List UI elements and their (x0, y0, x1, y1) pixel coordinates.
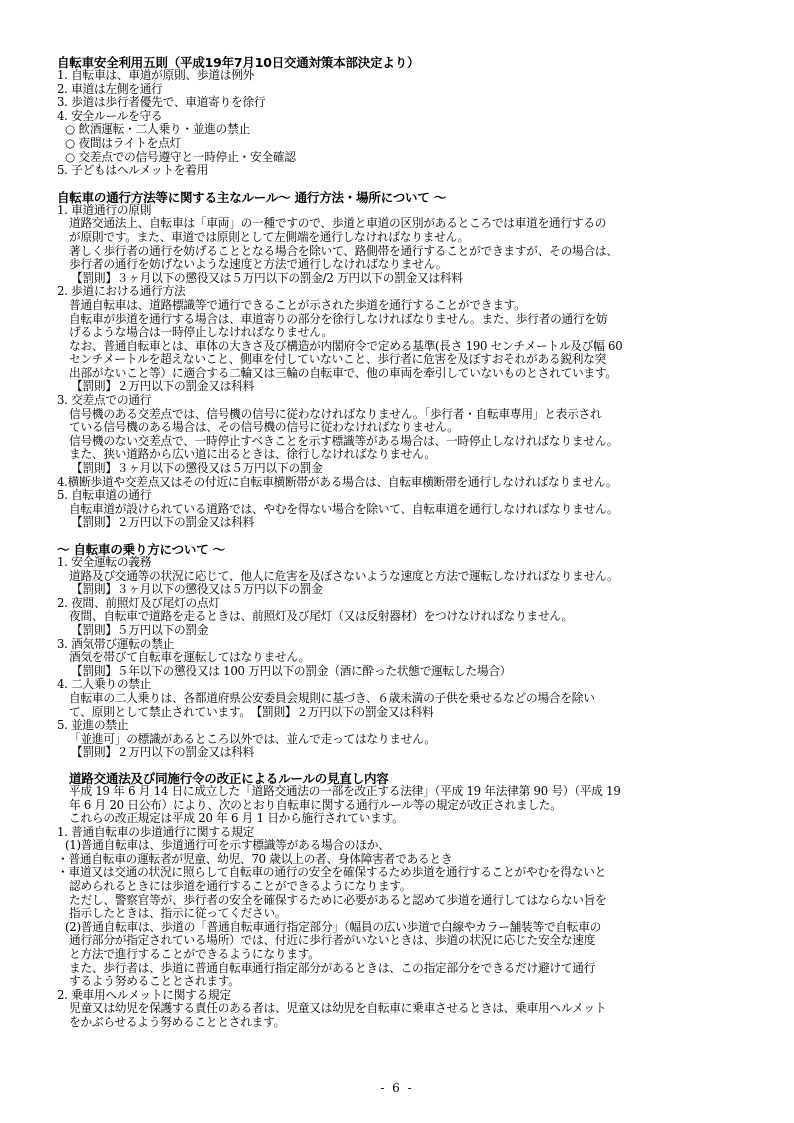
body-line: 夜間、自転車で道路を走るときは、前照灯及び尾灯（又は反射器材）をつけなければなりません。 (69, 609, 573, 624)
body-line: 自転車の二人乗りは、各都道府県公安委員会規則に基づき、６歳未満の子供を乗せるなどの場合を除い (69, 690, 595, 705)
body-line: ている信号機のある場合は、その信号機の信号に従わなければなりません。 (69, 420, 459, 435)
body-line: するよう努めることとされます。 (69, 974, 240, 989)
body-line: (1)普通自転車は、歩道通行可を示す標識等がある場合のほか、 (65, 838, 390, 853)
body-line: 信号機のない交差点で、一時停止すべきことを示す標識等がある場合は、一時停止しなければなりません。 (69, 433, 619, 448)
rule-line: 2. 車道は左側を通行 (57, 81, 163, 96)
item-heading: 3. 酒気帯び運転の禁止 (57, 636, 175, 651)
body-line: 認められるときには歩道を通行することができるようになります。 (69, 879, 412, 894)
penalty-line: 【罰則】３ヶ月以下の懲役又は５万円以下の罰金 (71, 461, 323, 476)
penalty-line: 【罰則】５万円以下の罰金 (71, 622, 209, 637)
body-line: 指示したときは、指示に従ってください。 (69, 906, 287, 921)
body-line: 平成 19 年 6 月 14 日に成立した「道路交通法の一部を改正する法律」（平成 19 年法律第 90 号）（平成 19 (69, 783, 621, 798)
rule-line: 3. 歩道は歩行者優先で、車道寄りを徐行 (57, 95, 266, 110)
body-line: これらの改正規定は平成 20 年 6 月 1 日から施行されています。 (69, 811, 404, 826)
item-heading: 1. 普通自転車の歩道通行に関する規定 (57, 824, 255, 839)
body-line: センチメートルを超えないこと、側車を付していないこと、歩行者に危害を及ぼすおそれがある鋭利な突 (69, 352, 607, 367)
body-line: と方法で進行することができるようになります。 (69, 947, 320, 962)
rule-line: 1. 自転車は、車道が原則、歩道は例外 (57, 68, 255, 82)
body-line: 道路交通法上、自転車は「車両」の一種ですので、歩道と車道の区別があるところでは車道を通行するの (69, 216, 607, 231)
section-title-riding: ～ 自転車の乗り方について ～ (57, 542, 225, 557)
penalty-line: 【罰則】２万円以下の罰金又は科料 (71, 745, 255, 760)
item-heading: 4.横断歩道や交差点又はその付近に自転車横断帯がある場合は、自転車横断帯を通行しなければなりません。 (57, 474, 618, 489)
item-heading: 2. 乗車用ヘルメットに関する規定 (57, 987, 231, 1002)
item-heading: 4. 二人乗りの禁止 (57, 677, 152, 692)
body-line: また、歩行者は、歩道に普通自転車通行指定部分があるときは、この指定部分をできるだけ避けて通行 (69, 960, 596, 975)
body-line: (2)普通自転車は、歩道の「普通自転車通行指定部分」（幅員の広い歩道で白線やカラー舗装等で自転車の (65, 919, 602, 934)
item-heading: 3. 交差点での通行 (57, 393, 152, 408)
body-line: なお、普通自転車とは、車体の大きさ及び構造が内閣府令で定める基準(長さ 190 センチメートル及び幅 60 (69, 338, 623, 353)
bullet-line: ・普通自転車の運転者が児童、幼児、70 歳以上の者、身体障害者であるとき (57, 851, 453, 866)
page-number: - 6 - (380, 1081, 414, 1095)
body-line: 「並進可」の標識があるところ以外では、並んで走ってはなりません。 (69, 731, 436, 746)
body-line: 著しく歩行者の通行を妨げることとなる場合を除いて、路側帯を通行することができますが、その場合は、 (69, 243, 618, 258)
section-title-traffic-rules: 自転車の通行方法等に関する主なルール～ 通行方法・場所について ～ (57, 189, 447, 205)
rule-line: 4. 安全ルールを守る (57, 108, 163, 123)
item-heading: 2. 歩道における通行方法 (57, 284, 186, 299)
item-heading: 5. 並進の禁止 (57, 718, 129, 733)
penalty-line: 【罰則】３ヶ月以下の懲役又は５万円以下の罰金/2 万円以下の罰金又は科料 (71, 270, 463, 285)
penalty-line: 【罰則】５年以下の懲役又は 100 万円以下の罰金（酒に酔った状態で運転した場合） (71, 663, 512, 678)
body-line: 酒気を帯びて自転車を運転してはなりません。 (69, 650, 310, 665)
rule-bullet: ○ 交差点での信号遵守と一時停止・安全確認 (65, 149, 296, 164)
rule-line: 5. 子どもはヘルメットを着用 (57, 163, 209, 178)
body-line: 歩行者の通行を妨げないような速度と方法で通行しなければなりません。 (69, 257, 448, 272)
penalty-line: 【罰則】２万円以下の罰金又は科料 (71, 515, 255, 530)
rule-bullet: ○ 夜間はライトを点灯 (65, 135, 181, 150)
body-line: 年 6 月 20 日公布）により、次のとおり自転車に関する通行ルール等の規定が改正されました。 (69, 797, 562, 812)
body-line: て、原則として禁止されています。 【罰則】２万円以下の罰金又は科料 (69, 704, 434, 719)
body-line: 信号機のある交差点では、信号機の信号に従わなければなりません。「歩行者・自転車専用」と表示され (69, 406, 602, 421)
body-line: をかぶらせるよう努めることとされます。 (69, 1015, 286, 1029)
body-line: ただし、警察官等が、歩行者の安全を確保するために必要があると認めて歩道を通行してはならない旨を (69, 892, 607, 907)
body-line: 通行部分が指定されている場所）では、付近に歩行者がいないときは、歩道の状況に応じた安全な速度 (69, 933, 596, 948)
body-line: 普通自転車は、道路標識等で通行できることが示された歩道を通行することができます。 (69, 297, 526, 312)
body-line: 自転車が歩道を通行する場合は、車道寄りの部分を徐行しなければなりません。また、歩行者の通行を妨 (69, 311, 608, 326)
body-line: が原則です。また、車道では原則として左側端を通行しなければなりません。 (69, 229, 470, 244)
bullet-line: ・車道又は交通の状況に照らして自転車の通行の安全を確保するため歩道を通行することがやむを得ないと (57, 865, 607, 880)
body-line: 出部がないこと等）に適合する二輪又は三輪の自転車で、他の車両を牽引していないものとされています。 (69, 365, 617, 380)
item-heading: 1. 安全運転の義務 (57, 555, 152, 569)
body-line: また、狭い道路から広い道に出るときは、徐行しなければなりません。 (69, 447, 436, 462)
penalty-line: 【罰則】３ヶ月以下の懲役又は５万円以下の罰金 (71, 582, 323, 597)
document-page (57, 56, 747, 1030)
section-title-five-rules: 自転車安全利用五則（平成19年7月10日交通対策本部決定より） (57, 55, 420, 70)
section-title-law-revision: 道路交通法及び同施行令の改正によるルールの見直し内容 (69, 770, 389, 786)
body-line: 児童又は幼児を保護する責任のある者は、児童又は幼児を自転車に乗車させるときは、乗車用ヘルメット (69, 1001, 607, 1016)
body-line: げるような場合は一時停止しなければなりません。 (69, 325, 333, 340)
rule-bullet: ○ 飲酒運転・二人乗り・並進の禁止 (65, 122, 250, 137)
item-heading: 5. 自転車道の通行 (57, 488, 152, 503)
penalty-line: 【罰則】２万円以下の罰金又は科料 (71, 379, 255, 394)
body-line: 自転車道が設けられている道路では、やむを得ない場合を除いて、自転車道を通行しなければなりません。 (69, 501, 619, 516)
body-line: 道路及び交通等の状況に応じて、他人に危害を及ぼさないような速度と方法で運転しなければなりません。 (69, 568, 619, 583)
item-heading: 2. 夜間、前照灯及び尾灯の点灯 (57, 595, 220, 610)
item-heading: 1. 車道通行の原則 (57, 202, 152, 217)
